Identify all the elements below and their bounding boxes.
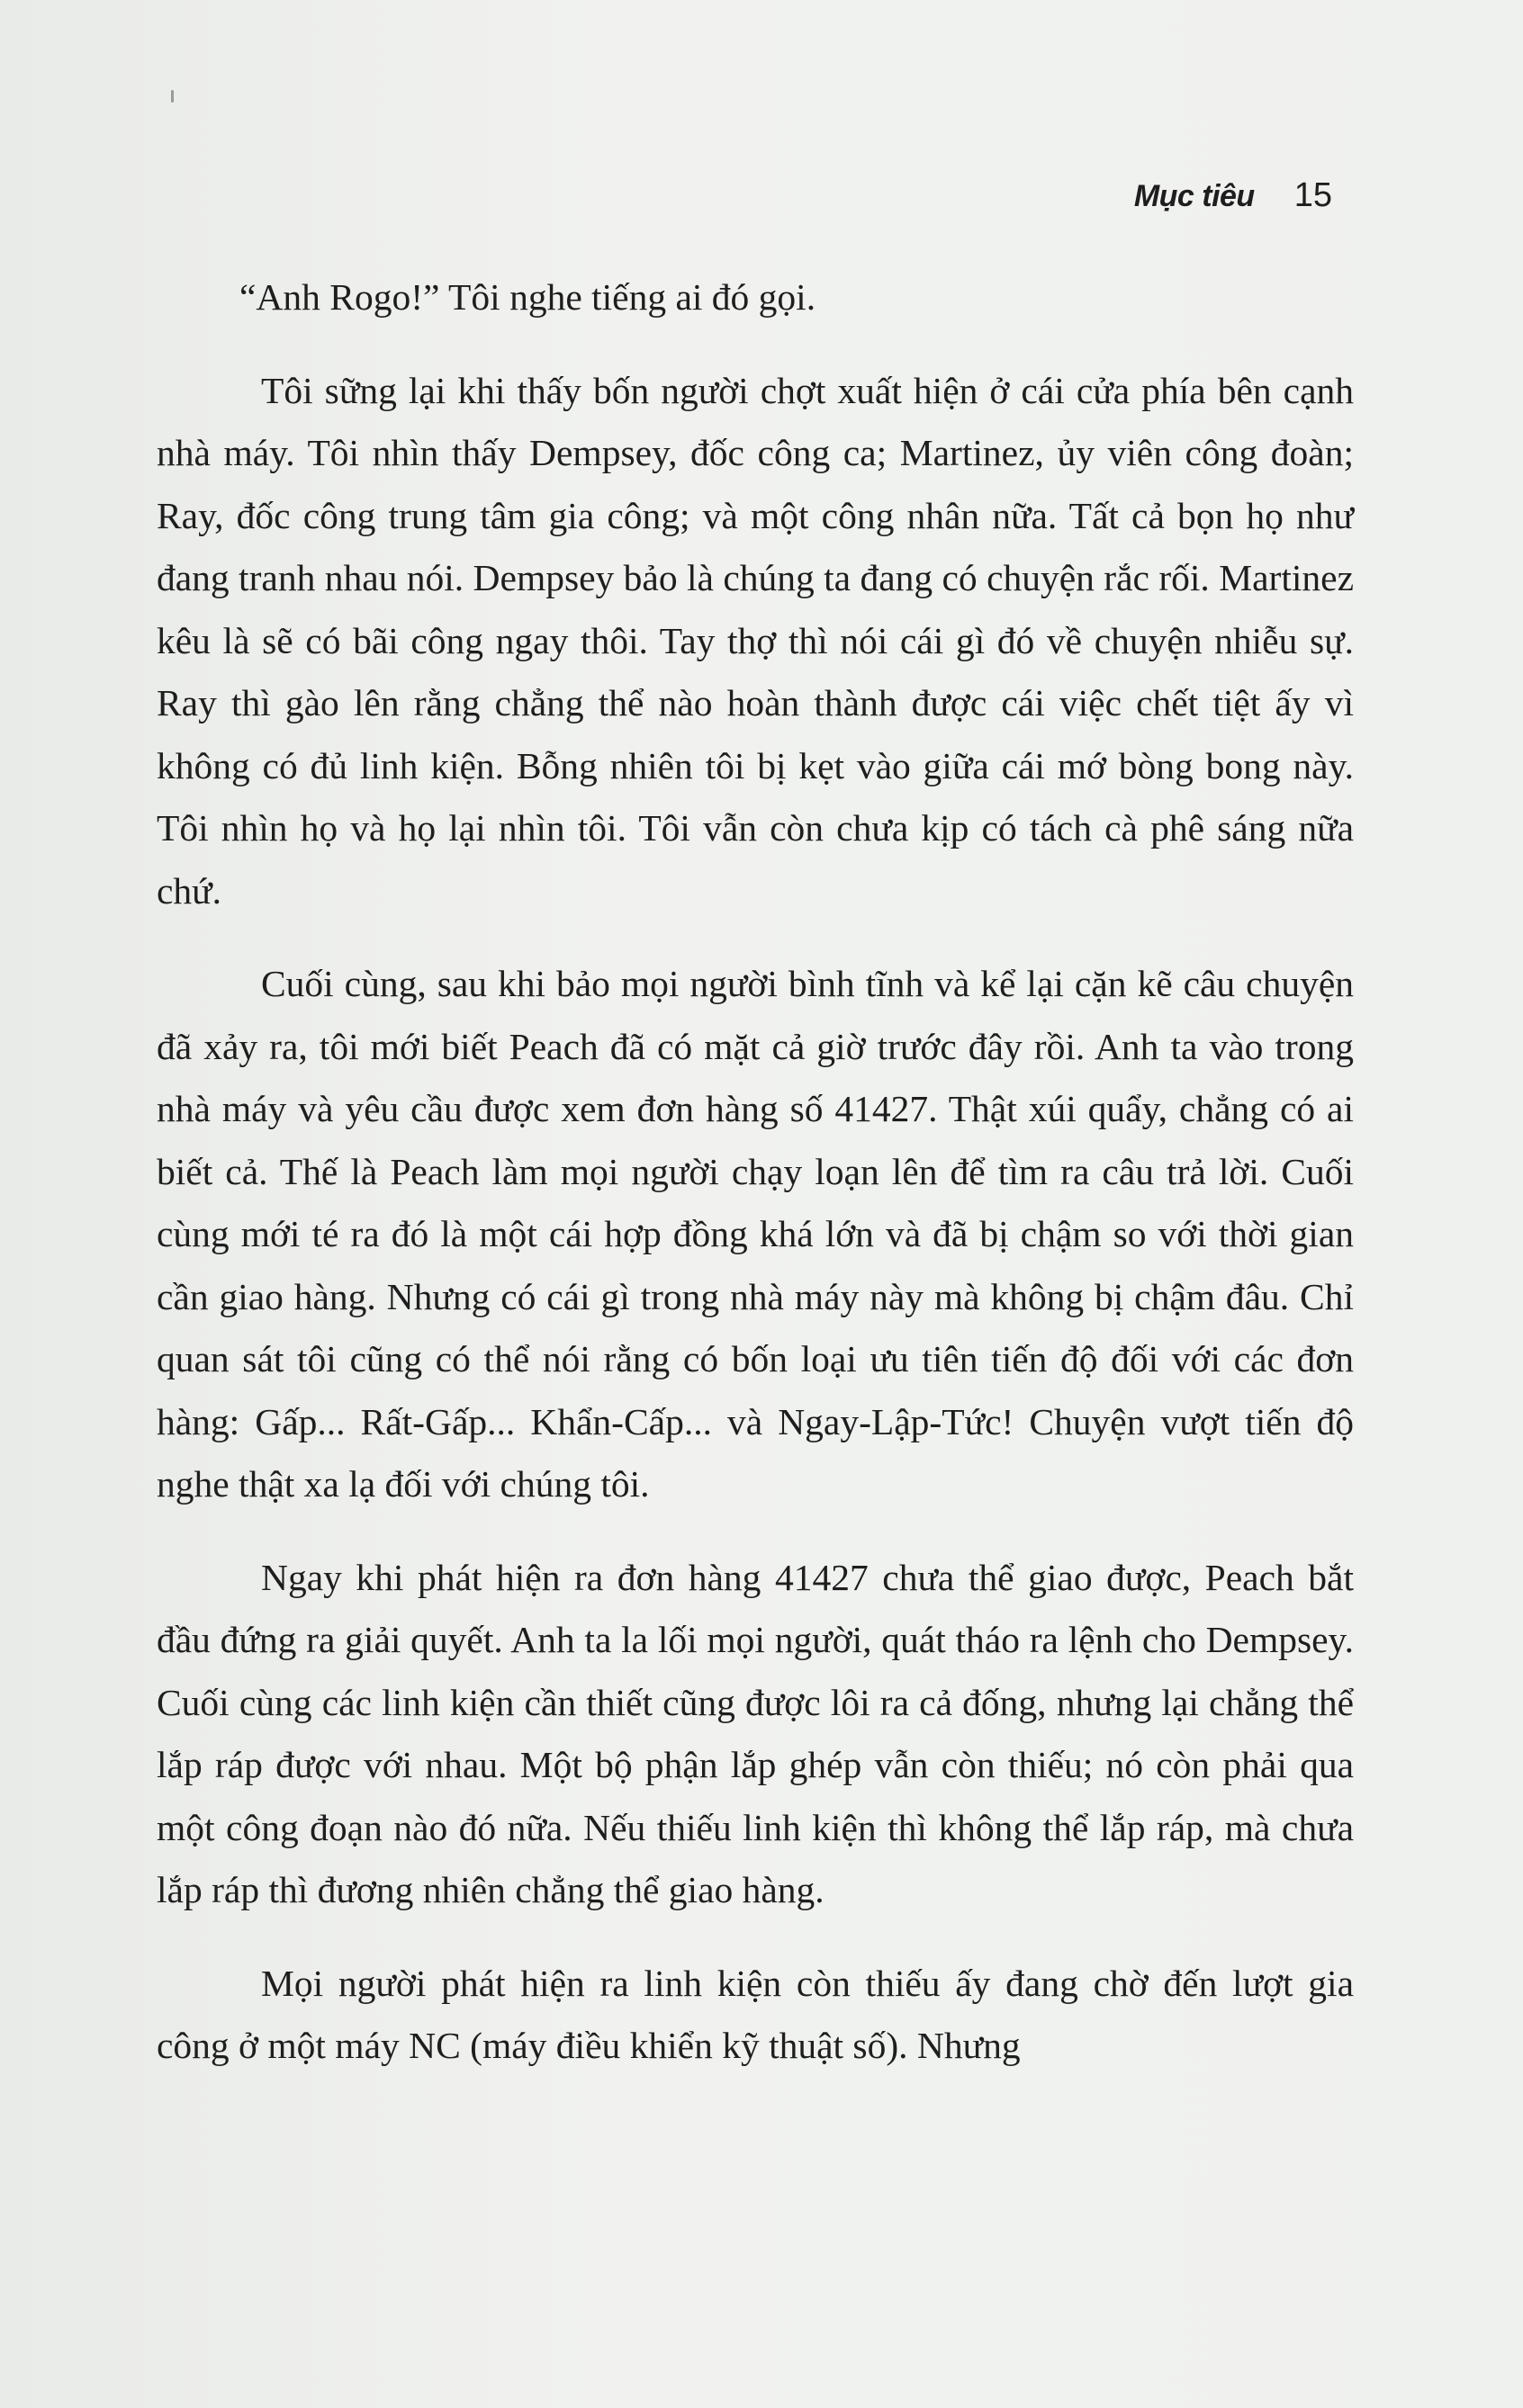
paragraph: “Anh Rogo!” Tôi nghe tiếng ai đó gọi. bbox=[239, 276, 816, 318]
page-number: 15 bbox=[1293, 176, 1332, 214]
running-header bbox=[1134, 176, 1332, 215]
paragraph: Ngay khi phát hiện ra đơn hàng 41427 chưa thể giao được, Peach bắt đầu đứng ra giải quyết. Anh ta la lối mọi người, quát tháo ra lệnh cho Dempsey. Cuối cùng các linh kiện cần thiết cũng được lôi ra cả đống, nhưng lại chẳng thể lắp ráp được với nhau. Một bộ phận lắp ghép vẫn còn thiếu; nó còn phải qua một công đoạn nào đó nữa. Nếu thiếu linh kiện thì không thể lắp ráp, mà chưa lắp ráp thì đương nhiên chẳng thể giao hàng. bbox=[157, 1556, 1354, 1910]
body-text bbox=[157, 266, 1354, 2108]
page-mark bbox=[171, 90, 174, 103]
chapter-title: Mục tiêu bbox=[1133, 179, 1255, 213]
paragraph: Cuối cùng, sau khi bảo mọi người bình tĩnh và kể lại cặn kẽ câu chuyện đã xảy ra, tôi mới biết Peach đã có mặt cả giờ trước đây rồi. Anh ta vào trong nhà máy và yêu cầu được xem đơn hàng số 41427. Thật xúi quẩy, chẳng có ai biết cả. Thế là Peach làm mọi người chạy loạn lên để tìm ra câu trả lời. Cuối cùng mới té ra đó là một cái hợp đồng khá lớn và đã bị chậm so với thời gian cần giao hàng. Nhưng có cái gì trong nhà máy này mà không bị chậm đâu. Chỉ quan sát tôi cũng có thể nói rằng có bốn loại ưu tiên tiến độ đối với các đơn hàng: Gấp... Rất-Gấp... Khẩn-Cấp... và Ngay-Lập-Tức! Chuyện vượt tiến độ nghe thật xa lạ đối với chúng tôi. bbox=[157, 963, 1354, 1505]
paragraph: Mọi người phát hiện ra linh kiện còn thiếu ấy đang chờ đến lượt gia công ở một máy NC (máy điều khiển kỹ thuật số). Nhưng bbox=[157, 1962, 1354, 2066]
paragraph: Tôi sững lại khi thấy bốn người chợt xuất hiện ở cái cửa phía bên cạnh nhà máy. Tôi nhìn thấy Dempsey, đốc công ca; Martinez, ủy viên công đoàn; Ray, đốc công trung tâm gia công; và một công nhân nữa. Tất cả bọn họ như đang tranh nhau nói. Dempsey bảo là chúng ta đang có chuyện rắc rối. Martinez kêu là sẽ có bãi công ngay thôi. Tay thợ thì nói cái gì đó về chuyện nhiễu sự. Ray thì gào lên rằng chẳng thể nào hoàn thành được cái việc chết tiệt ấy vì không có đủ linh kiện. Bỗng nhiên tôi bị kẹt vào giữa cái mớ bòng bong này. Tôi nhìn họ và họ lại nhìn tôi. Tôi vẫn còn chưa kịp có tách cà phê sáng nữa chứ. bbox=[157, 369, 1354, 912]
